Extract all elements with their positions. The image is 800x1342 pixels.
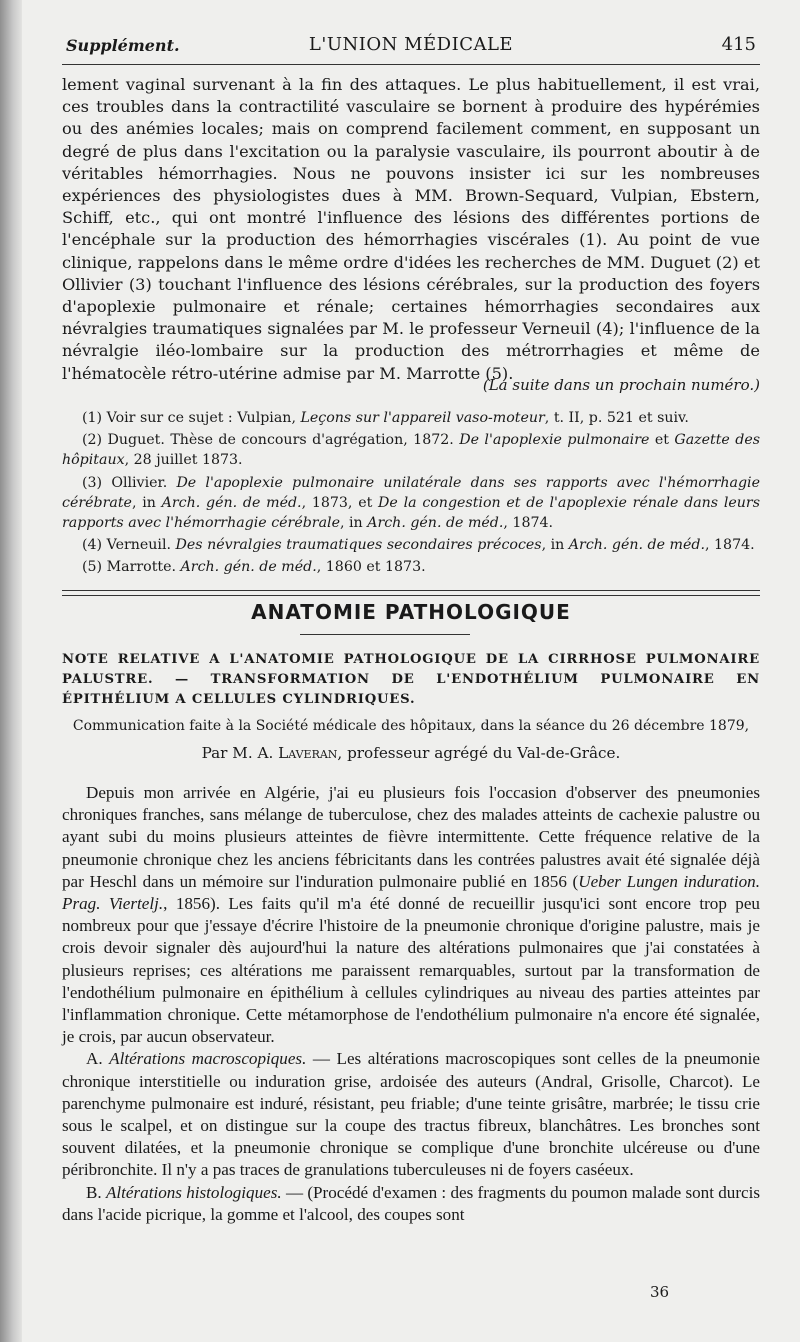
- section-short-rule: [300, 634, 470, 635]
- journal-title: L'UNION MÉDICALE: [308, 34, 514, 55]
- signature-number: 36: [650, 1283, 670, 1301]
- continued-article-text: [62, 74, 760, 385]
- footnote-1: (1) Voir sur ce sujet : Vulpian, Leçons sur l'appareil vaso-moteur, t. II, p. 521 et suiv.: [82, 410, 689, 426]
- footnote-2: (2) Duguet. Thèse de concours d'agrégation, 1872. De l'apoplexie pulmonaire et Gazette des hôpitaux, 28 juillet 1873.: [62, 432, 761, 469]
- communication-line: Communication faite à la Société médicale des hôpitaux, dans la séance du 26 décembre 1879,: [72, 718, 750, 734]
- page-folio: 415: [721, 34, 756, 55]
- running-header: [62, 32, 760, 58]
- author-line: Par M. A. Laveran, professeur agrégé du Val-de-Grâce.: [201, 744, 621, 762]
- section-heading: ANATOMIE PATHOLOGIQUE: [251, 600, 571, 624]
- footnotes: [62, 408, 760, 580]
- continuation-note: (La suite dans un prochain numéro.): [482, 376, 760, 394]
- article-body: [62, 782, 760, 1226]
- paragraph: lement vaginal survenant à la fin des attaques. Le plus habituellement, il est vrai, ces troubles dans la contractilité vasculaire se bornent à produire des hypérémies ou des anémies locales; mais on comprend facilement comment, en supposant un degré de plus dans l'excitation ou la paralysie vasculaire, ils pourront aboutir à de véritables hémorrhagies. Nous ne pouvons insister ici sur les nombreuses expériences des physiologistes dues à MM. Brown-Sequard, Vulpian, Ebstern, Schiff, etc., qui ont montré l'influence des lésions des différentes portions de l'encéphale sur la production des hémorrhagies viscérales (1). Au point de vue clinique, rappelons dans le même ordre d'idées les recherches de MM. Duguet (2) et Ollivier (3) touchant l'influence des lésions cérébrales, sur la production des foyers d'apoplexie pulmonaire et rénale; certaines hémorrhagies secondaires aux névralgies traumatiques signalées par M. le professeur Verneuil (4); l'influence de la névralgie iléo-lombaire sur la production des métrorrhagies et même de l'hématocèle rétro-utérine admise par M. Marrotte (5).: [62, 75, 760, 383]
- header-rule: [62, 64, 760, 65]
- author-name: Laveran: [278, 744, 338, 762]
- paragraph: A. Altérations macroscopiques. — Les altérations macroscopiques sont celles de la pneumonie chronique interstitielle ou induration grise, ardoisée des auteurs (Andral, Grisolle, Charcot). Le parenchyme pulmonaire est induré, résistant, peu friable; d'une teinte grisâtre, marbrée; le tissu crie sous le scalpel, et on distingue sur la coupe des tractus fibreux, blanchâtres. Les bronches sont souvent dilatées, et la pneumonie chronique se complique d'une bronchite ulcéreuse ou d'une péribronchite. Il n'y a pas traces de granulations tuberculeuses ni de foyers caséeux.: [62, 1049, 760, 1180]
- paragraph: B. Altérations histologiques. — (Procédé d'examen : des fragments du poumon malade sont durcis dans l'acide picrique, la gomme et l'alcool, des coupes sont: [62, 1182, 761, 1224]
- page-binding-edge: [0, 0, 22, 1342]
- section-double-rule: [62, 590, 760, 596]
- paragraph: Depuis mon arrivée en Algérie, j'ai eu plusieurs fois l'occasion d'observer des pneumonies chroniques franches, sans mélange de tuberculose, chez des malades atteints de cachexie palustre ou ayant subi du moins plusieurs atteintes de fièvre intermittente. Cette fréquence relative de la pneumonie chronique chez les anciens fébricitants dans les contrées palustres avait été signalée déjà par Heschl dans un mémoire sur l'induration pulmonaire publié en 1856 (Ueber Lungen induration. Prag. Viertelj., 1856). Les faits qu'il m'a été donné de recueillir jusqu'ici sont encore trop peu nombreux pour que j'essaye d'écrire l'histoire de la pneumonie chronique d'origine palustre, mais je crois devoir signaler dès aujourd'hui la nature des altérations pulmonaires que j'ai constatées à plusieurs reprises; ces altérations me paraissent remarquables, surtout par la transformation de l'endothélium pulmonaire en épithélium à cellules cylindriques au niveau des parties atteintes par l'inflammation chronique. Cette métamorphose de l'endothélium pulmonaire n'a encore été signalée, je crois, par aucun observateur.: [62, 783, 760, 1047]
- footnote-4: (4) Verneuil. Des névralgies traumatiques secondaires précoces, in Arch. gén. de méd., 1874.: [82, 537, 755, 554]
- footnote-3: (3) Ollivier. De l'apoplexie pulmonaire unilatérale dans ses rapports avec l'hémorrhagie cérébrate, in Arch. gén. de méd., 1873, et De la congestion et de l'apoplexie rénale dans leurs rapports avec l'hémorrhagie cérébrale, in Arch. gén. de méd., 1874.: [62, 474, 760, 532]
- article-title: NOTE RELATIVE A L'ANATOMIE PATHOLOGIQUE DE LA CIRRHOSE PULMONAIRE PALUSTRE. — TRANSFORMATION DE L'ENDOTHÉLIUM PULMONAIRE EN ÉPITHÉLIUM A CELLULES CYLINDRIQUES.: [62, 652, 760, 707]
- header-section-label: Supplément.: [66, 36, 180, 55]
- footnote-5: (5) Marrotte. Arch. gén. de méd., 1860 et 1873.: [82, 559, 426, 576]
